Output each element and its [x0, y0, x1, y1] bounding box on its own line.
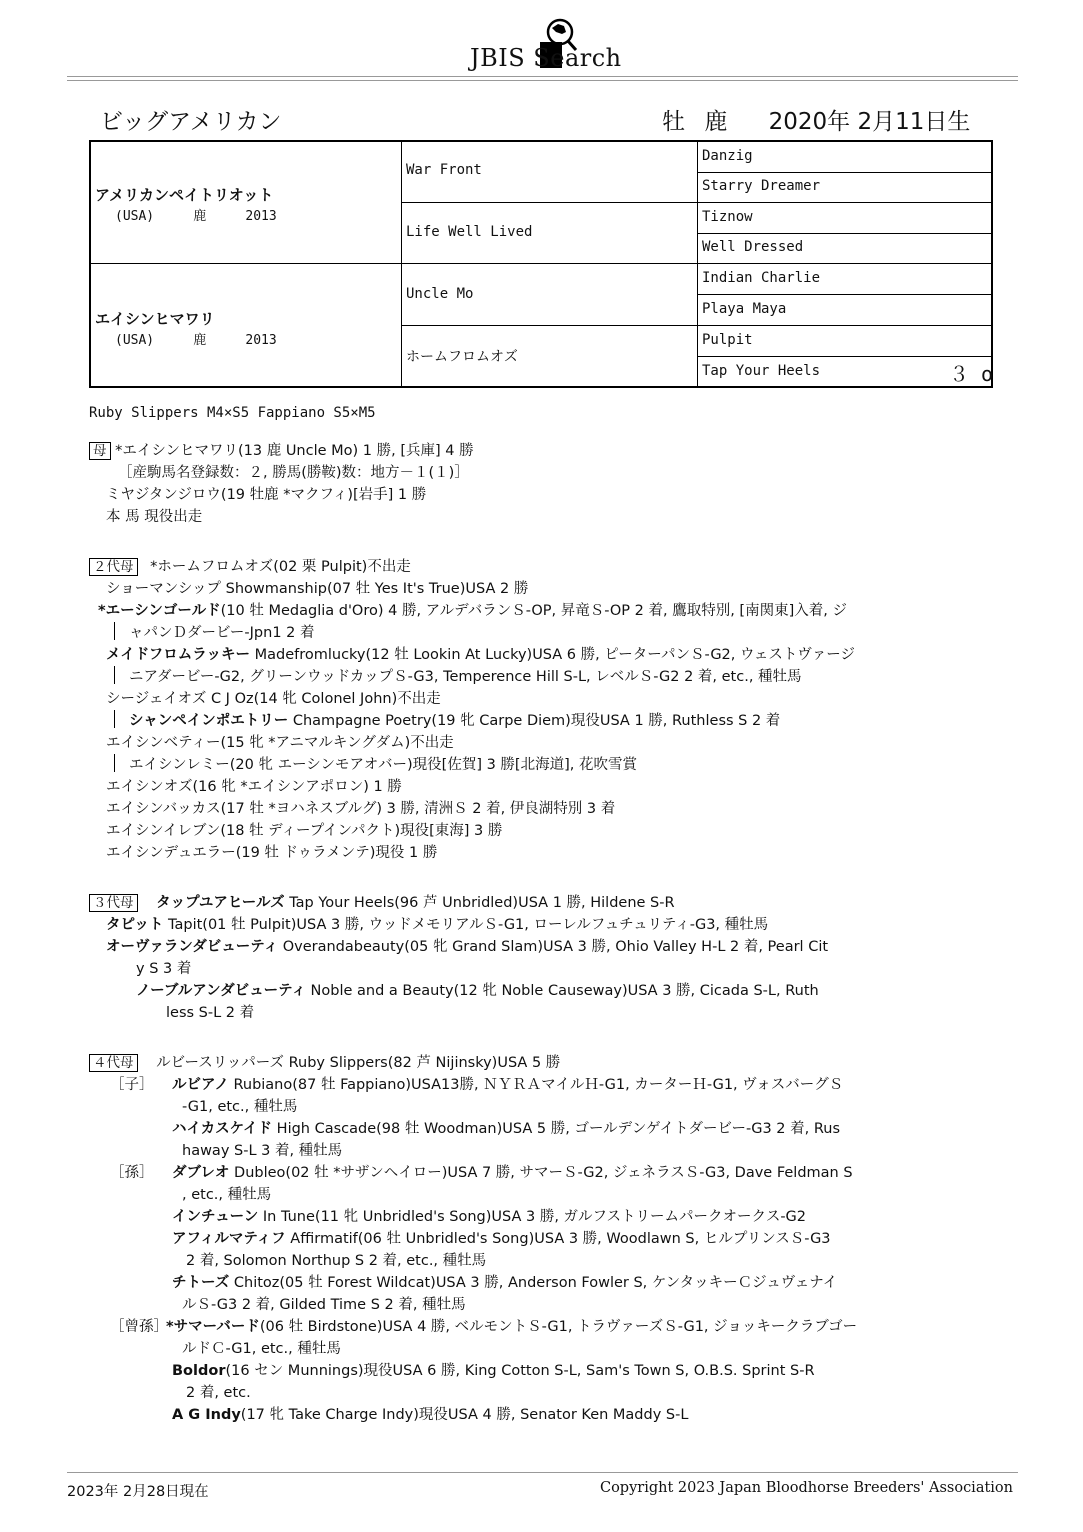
gen3-head-line	[89, 892, 675, 914]
gen2-l3	[114, 622, 315, 644]
dam-line-1	[89, 440, 474, 462]
horse-info	[662, 103, 970, 136]
gen4-c3	[172, 1118, 840, 1140]
gen4-head-line	[89, 1052, 560, 1074]
gen2-l9	[114, 754, 637, 776]
gen2-l4-name: メイドフロムラッキー	[106, 647, 250, 663]
tree-bar	[114, 710, 115, 728]
horse-color: 鹿	[704, 109, 728, 135]
gen3-l1	[106, 914, 768, 936]
gen4-g3-name: インチューン	[172, 1209, 259, 1225]
gen4-g6	[172, 1272, 837, 1294]
gen2-l2	[98, 600, 847, 622]
gen3-head-name: タップユアヒールズ	[156, 895, 285, 911]
gen2-l7-name: シャンペインポエトリー	[129, 713, 289, 729]
gen2-l3-text: ャパンＤダービー-Jpn1 2 着	[129, 625, 315, 641]
gen3-l5: less S-L 2 着	[166, 1005, 255, 1021]
gen3-6: Pulpit	[702, 332, 753, 348]
gen2-3: ホームフロムオズ	[406, 349, 518, 365]
gen4-g6-name: チトーズ	[172, 1275, 230, 1291]
gen4-s2: ルドＣ-G1, etc., 種牡馬	[182, 1341, 341, 1357]
ped-hline-q3	[401, 325, 991, 326]
gen3-head-text: Tap Your Heels(96 芦 Unbridled)USA 1 勝, Hildene S-R	[284, 895, 675, 911]
gen2-l2-name: *エーシンゴールド	[98, 603, 221, 619]
gen4-g3-text: In Tune(11 牝 Unbridled's Song)USA 3 勝, ガルフストリームパークオークス-G2	[258, 1209, 807, 1225]
gen4-s4: 2 着, etc.	[186, 1385, 251, 1401]
gen3-5: Playa Maya	[702, 301, 787, 317]
gen2-l10: エイシンオズ(16 牝 *エイシンアポロン) 1 勝	[106, 779, 402, 795]
jbis-search-logo	[470, 18, 640, 76]
gen3-l4-text: Noble and a Beauty(12 牝 Noble Causeway)USA 3 勝, Cicada S-L, Ruth	[305, 983, 819, 999]
tree-bar	[114, 622, 115, 640]
gen2-0: War Front	[406, 162, 482, 178]
tag-grand: ［孫］	[110, 1165, 154, 1181]
gen3-l4-name: ノーブルアンダビューティ	[136, 983, 306, 999]
gen3-l1-name: タピット	[106, 917, 164, 933]
dam-section-label: 母	[89, 442, 111, 460]
sire-name: アメリカンペイトリオット	[95, 186, 274, 204]
pedigree-table	[89, 140, 993, 388]
gen4-g4-name: アフィルマティフ	[172, 1231, 286, 1247]
gen3-section-label: ３代母	[89, 894, 138, 912]
gen4-s3	[172, 1360, 815, 1382]
gen4-c1-name: ルビアノ	[172, 1077, 229, 1093]
ped-hline-e1	[697, 172, 991, 173]
gen4-s3-name: Boldor	[172, 1363, 226, 1379]
gen2-head: *ホームフロムオズ(02 栗 Pulpit)不出走	[150, 559, 411, 575]
gen3-0: Danzig	[702, 148, 753, 164]
dam-line-3: ミヤジタンジロウ(19 牡鹿 *マクフィ)[岩手] 1 勝	[106, 487, 427, 503]
header-rule-2	[67, 80, 1018, 81]
dam-sub: (USA) 鹿 2013	[115, 333, 277, 348]
gen4-s1	[166, 1316, 857, 1338]
gen3-3: Well Dressed	[702, 239, 804, 255]
sire-cell	[95, 184, 277, 224]
gen3-7: Tap Your Heels	[702, 363, 821, 379]
gen4-c1	[172, 1074, 843, 1096]
gen2-l2-text: (10 牡 Medaglia d'Oro) 4 勝, アルデバランＳ-OP, 昇竜Ｓ-OP 2 着, 鷹取特別, [南関東]入着, ジ	[220, 603, 847, 619]
gen2-l7-text: Champagne Poetry(19 牝 Carpe Diem)現役USA 1 勝, Ruthless S 2 着	[288, 713, 781, 729]
gen2-l13: エイシンデュエラー(19 牡 ドゥラメンテ)現役 1 勝	[106, 845, 438, 861]
gen3-1: Starry Dreamer	[702, 178, 821, 194]
gen4-s3-text: (16 セン Munnings)現役USA 6 勝, King Cotton S-L, Sam's Town S, O.B.S. Sprint S-R	[225, 1363, 815, 1379]
gen3-l2	[106, 936, 828, 958]
gen4-c1-text: Rubiano(87 牡 Fappiano)USA13勝, ＮＹＲＡマイルＨ-G1, カーターＨ-G1, ヴォスバーグＳ	[228, 1077, 844, 1093]
header-rule-1	[67, 76, 1018, 77]
tag-child: ［子］	[110, 1077, 154, 1093]
gen4-g6-text: Chitoz(05 牡 Forest Wildcat)USA 3 勝, Anderson Fowler S, ケンタッキーＣジュヴェナイ	[229, 1275, 838, 1291]
dam-name: エイシンヒマワリ	[95, 310, 215, 328]
dam-cell	[95, 308, 277, 348]
ped-hline-q1	[401, 202, 991, 203]
horse-sex: 牡	[662, 109, 685, 135]
horse-birth: 2020年 2月11日生	[768, 109, 971, 135]
gen4-c2: -G1, etc., 種牡馬	[182, 1099, 298, 1115]
gen2-section-label: ２代母	[89, 558, 138, 576]
gen3-l1-text: Tapit(01 牡 Pulpit)USA 3 勝, ウッドメモリアルＳ-G1, ローレルフュチュリティ-G3, 種牡馬	[163, 917, 769, 933]
gen4-g4-text: Affirmatif(06 牡 Unbridled's Song)USA 3 勝, Woodlawn S, ヒルプリンスＳ-G3	[285, 1231, 831, 1247]
ped-hline-e3	[697, 233, 991, 234]
ped-hline-mid	[91, 263, 991, 264]
gen4-g2: , etc., 種牡馬	[182, 1187, 272, 1203]
gen4-section-label: ４代母	[89, 1054, 138, 1072]
gen2-l7	[114, 710, 780, 732]
footer-date: 2023年 2月28日現在	[67, 1484, 209, 1500]
gen4-g7: ルＳ-G3 2 着, Gilded Time S 2 着, 種牡馬	[182, 1297, 466, 1313]
gen2-l4-text: Madefromlucky(12 牡 Lookin At Lucky)USA 6 勝, ピーターパンＳ-G2, ウェストヴァージ	[249, 647, 855, 663]
gen3-l2-text: Overandabeauty(05 牝 Grand Slam)USA 3 勝, Ohio Valley H-L 2 着, Pearl Cit	[278, 939, 829, 955]
logo-text: JBIS Search	[470, 44, 622, 72]
gen2-2: Uncle Mo	[406, 286, 474, 302]
family-number: ３ o	[949, 362, 994, 386]
gen4-s1-name: *サマーバード	[166, 1319, 260, 1335]
gen4-c4: haway S-L 3 着, 種牡馬	[182, 1143, 343, 1159]
gen2-l12: エイシンイレブン(18 牡 ディープインパクト)現役[東海] 3 勝	[106, 823, 503, 839]
gen4-g1-text: Dubleo(02 牡 *サザンヘイロー)USA 7 勝, サマーＳ-G2, ジェネラスＳ-G3, Dave Feldman S	[229, 1165, 853, 1181]
gen3-l4	[136, 980, 819, 1002]
gen4-s5-name: A G Indy	[172, 1407, 241, 1423]
gen4-s1-text: (06 牡 Birdstone)USA 4 勝, ベルモントＳ-G1, トラヴァーズＳ-G1, ジョッキークラブゴー	[259, 1319, 858, 1335]
dam-line-2: ［産駒馬名登録数：２, 勝馬(勝鞍)数：地方－１(１)］	[118, 465, 469, 481]
ped-hline-e5	[697, 294, 991, 295]
gen2-l11: エイシンバッカス(17 牡 *ヨハネスブルグ) 3 勝, 清洲Ｓ 2 着, 伊良湖特別 3 着	[106, 801, 616, 817]
gen4-c3-text: High Cascade(98 牡 Woodman)USA 5 勝, ゴールデンゲイトダービー-G3 2 着, Rus	[272, 1121, 840, 1137]
tree-bar	[114, 754, 115, 772]
gen4-g1	[172, 1162, 853, 1184]
ped-divider-2	[697, 142, 698, 386]
gen2-1: Life Well Lived	[406, 224, 533, 240]
gen2-l5	[114, 666, 802, 688]
gen4-s5-text: (17 牝 Take Charge Indy)現役USA 4 勝, Senator Ken Maddy S-L	[240, 1407, 689, 1423]
gen4-head: ルビースリッパーズ Ruby Slippers(82 芦 Nijinsky)USA 5 勝	[156, 1055, 561, 1071]
inbreeding-line: Ruby Slippers M4×S5 Fappiano S5×M5	[89, 405, 376, 421]
gen2-l8: エイシンベティー(15 牝 *アニマルキングダム)不出走	[106, 735, 454, 751]
gen4-c3-name: ハイカスケイド	[172, 1121, 273, 1137]
gen2-l4	[106, 644, 855, 666]
gen2-l6: シージェイオズ C J Oz(14 牝 Colonel John)不出走	[106, 691, 441, 707]
gen4-g4	[172, 1228, 831, 1250]
sire-sub: (USA) 鹿 2013	[115, 209, 277, 224]
ped-divider-1	[401, 142, 402, 386]
tag-great: ［曾孫］	[110, 1319, 168, 1335]
gen2-l1: ショーマンシップ Showmanship(07 牡 Yes It's True)USA 2 勝	[106, 581, 529, 597]
gen3-l2-name: オーヴァランダビューティ	[106, 939, 279, 955]
gen2-l9-text: エイシンレミー(20 牝 エーシンモアオバー)現役[佐賀] 3 勝[北海道], 花吹雪賞	[129, 757, 637, 773]
tree-bar	[114, 666, 115, 684]
dam-head: *エイシンヒマワリ(13 鹿 Uncle Mo) 1 勝, [兵庫] 4 勝	[115, 443, 474, 459]
gen3-4: Indian Charlie	[702, 270, 821, 286]
ped-hline-e7	[697, 356, 991, 357]
gen2-head-line	[89, 556, 411, 578]
gen2-l5-text: ニアダービー-G2, グリーンウッドカップＳ-G3, Temperence Hill S-L, レベルＳ-G2 2 着, etc., 種牡馬	[129, 669, 802, 685]
footer-rule	[67, 1472, 1018, 1473]
gen4-g5: 2 着, Solomon Northup S 2 着, etc., 種牡馬	[186, 1253, 487, 1269]
gen3-2: Tiznow	[702, 209, 753, 225]
title-bar	[100, 100, 971, 135]
dam-line-4: 本 馬 現役出走	[106, 509, 203, 525]
gen4-g3	[172, 1206, 806, 1228]
footer-copyright: Copyright 2023 Japan Bloodhorse Breeders' Association	[599, 1480, 1013, 1496]
gen4-g1-name: ダブレオ	[172, 1165, 230, 1181]
gen4-s5	[172, 1404, 688, 1426]
horse-name: ビッグアメリカン	[100, 109, 282, 135]
gen3-l3: y S 3 着	[136, 961, 192, 977]
